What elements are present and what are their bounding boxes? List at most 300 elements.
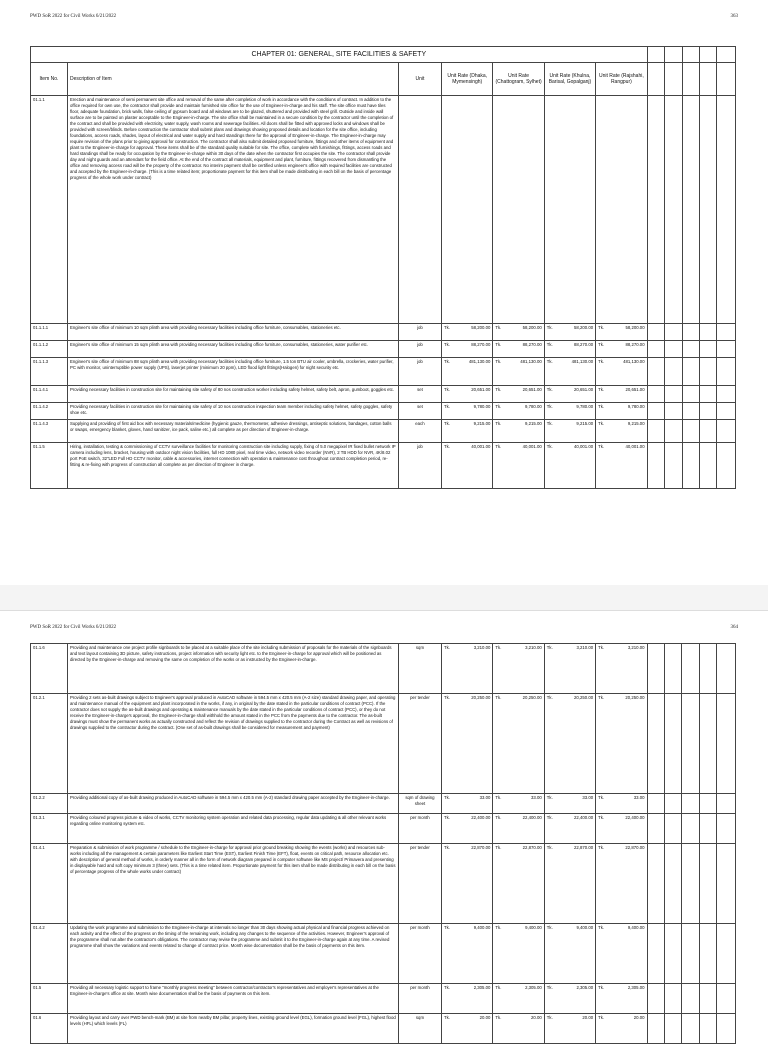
unit-rate-r4 (596, 341, 647, 358)
rate-value: 40,001.00 (522, 444, 542, 449)
unit-rate-r2 (493, 644, 544, 694)
rate-value: 20,250.00 (522, 695, 542, 700)
table-row (31, 358, 736, 386)
currency-label: Tk. (598, 845, 605, 850)
currency-label: Tk. (546, 1015, 553, 1020)
chapter-title: CHAPTER 01: GENERAL, SITE FACILITIES & SAFETY (31, 47, 648, 63)
unit-rate-r2 (493, 341, 544, 358)
currency-label: Tk. (546, 985, 553, 990)
unit-rate-r3 (544, 1014, 595, 1044)
item-unit: job (398, 443, 441, 489)
unit-rate-r3 (544, 814, 595, 844)
rate-value: 88,270.00 (471, 342, 491, 347)
unit-rate-r1 (442, 403, 493, 420)
empty-cell (700, 324, 717, 341)
rate-value: 40,001.00 (625, 444, 645, 449)
rate-value: 2,305.00 (473, 985, 491, 990)
rate-value: 481,130.00 (520, 359, 542, 364)
unit-rate-r2 (493, 358, 544, 386)
empty-cell (700, 443, 717, 489)
item-number: 01.4.1 (31, 844, 68, 924)
rate-value: 22,400.00 (471, 815, 491, 820)
empty-cell (665, 644, 682, 694)
currency-label: Tk. (546, 359, 553, 364)
currency-label: Tk. (444, 925, 451, 930)
currency-label: Tk. (546, 325, 553, 330)
header-left: PWD SoR 2022 for Civil Works 6/21/2022 (30, 625, 117, 630)
unit-rate-r3 (544, 644, 595, 694)
empty-cell (682, 924, 699, 984)
currency-label: Tk. (546, 387, 553, 392)
item-description: Updating the work programme and submission to the Engineer-in-charge at intervals no longer than 30 days showing actual physical and financial progress achieved on each activity and the effect of the progress on the timing of the remaining work, including any changes to the sequence of the activities. However, Engineer's approval of the programme shall not alter the contractor's obligations. The contractor may revise the programme and submit it to the Engineer-in-charge again at any time. A revised programme shall show the variations and events related to change of contract price. Month wise documentation shall be the basis of payments on this item. (67, 924, 398, 984)
currency-label: Tk. (495, 342, 502, 347)
currency-label: Tk. (546, 815, 553, 820)
unit-rate-r4 (596, 403, 647, 420)
empty-cell (682, 420, 699, 443)
rate-value: 9,215.00 (473, 421, 491, 426)
currency-label: Tk. (444, 387, 450, 392)
rate-value: 33.00 (633, 795, 645, 800)
unit-rate-r3 (544, 694, 595, 794)
currency-label: Tk. (598, 404, 605, 409)
unit-rate-r1 (442, 386, 493, 403)
empty-cell (717, 420, 736, 443)
empty-cell (665, 924, 682, 984)
currency-label: Tk. (495, 795, 502, 800)
item-number: 01.5 (31, 984, 68, 1014)
unit-rate-r3 (544, 443, 595, 489)
table-row (31, 386, 736, 403)
unit-rate-r4 (596, 814, 647, 844)
table-row (31, 443, 736, 489)
currency-label: Tk. (546, 695, 553, 700)
currency-label: Tk. (495, 645, 502, 650)
item-description: Providing necessary facilities in construction site for maintaining site safety of 10 nos construction inspection team member including safety helmet, safety goggles, safety shoe etc. (67, 403, 398, 420)
unit-rate-r4 (596, 694, 647, 794)
unit-rate-r2 (493, 814, 544, 844)
unit-rate-r1 (442, 341, 493, 358)
unit-rate-r3 (544, 358, 595, 386)
unit-rate-r1 (442, 924, 493, 984)
unit-rate-r1 (442, 443, 493, 489)
rate-value: 9,400.00 (525, 925, 542, 930)
item-description: Supplying and providing of first aid box with necessary materials/medicine (hygienic gauze, thermometer, adhesive dressings, antiseptic solutions, bandages, cotton balls or swaps, emergency blanket, gloves, hand sanitizer, ice pack, saline etc.) all complete as per direction of Engineer-in-charge. (67, 420, 398, 443)
rate-value: 58,200.00 (522, 325, 542, 330)
page-number: 364 (730, 625, 738, 630)
rate-value: 20,250.00 (574, 695, 594, 700)
rate-value: 3,210.00 (473, 645, 491, 650)
rate-value: 9,400.00 (576, 925, 594, 930)
empty-cell (682, 844, 699, 924)
currency-label: Tk. (598, 421, 605, 426)
table-row (31, 324, 736, 341)
unit-rate-r3 (544, 324, 595, 341)
currency-label: Tk. (495, 387, 502, 392)
empty-cell (717, 358, 736, 386)
unit-rate-r2 (493, 694, 544, 794)
unit-rate-r1 (442, 794, 493, 814)
unit-rate-r3 (544, 924, 595, 984)
currency-label: Tk. (495, 404, 502, 409)
rate-value: 20,651.00 (522, 387, 542, 392)
empty-cell (665, 794, 682, 814)
empty-cell (717, 984, 736, 1014)
unit-rate-r2 (493, 1014, 544, 1044)
unit-rate-r3 (544, 386, 595, 403)
empty-cell (647, 96, 664, 324)
empty-cell (682, 341, 699, 358)
currency-label: Tk. (495, 359, 502, 364)
empty-cell (647, 814, 664, 844)
item-number: 01.1.1 (31, 96, 68, 324)
unit-rate-r4 (596, 420, 647, 443)
empty-cell (717, 844, 736, 924)
empty-cell (682, 644, 699, 694)
empty-cell (647, 794, 664, 814)
currency-label: Tk. (444, 985, 451, 990)
table-row (31, 694, 736, 794)
unit-rate-r1 (442, 324, 493, 341)
unit-rate-r2 (493, 386, 544, 403)
item-description: Preparation & submission of work programme / schedule to the Engineer-in-charge for approval prior ground breaking showing the events (works) and resources sub-works including all the management & certain parameters like Earliest Start Time (EST), Earliest Finish Time (EFT), float, events on critical path, resource allocation etc. with description of general method of works, in orderly manner all in the form of network diagram prepared in computer software like MS project/ Primavera and presenting in displayable hard and soft copy minimum 3 (three) sets. (This is a time related item. Proportionate payment for this item shall be made distributing in each bill on the basis of percentage progress of the whole works under contract) (67, 844, 398, 924)
empty-cell (700, 420, 717, 443)
unit-rate-r1 (442, 644, 493, 694)
empty-cell (699, 984, 716, 1014)
rate-value: 88,270.00 (625, 342, 645, 347)
item-description: Providing and maintenance one project profile signboards to be placed at a suitable place of the site including submission of proposals for the materials of the signboards and text layout containing 3D picture, safety instructions, project information with security light etc. to the Engineer-in-charge for approval which will be positioned as directed by the Engineer-in-charge and removing the same on completion of the works or as instructed by the Engineer-in-charge. (67, 644, 398, 694)
currency-label: Tk. (598, 342, 605, 347)
empty-cell (717, 96, 736, 324)
currency-label: Tk. (598, 325, 605, 330)
empty-cell (699, 1014, 716, 1044)
item-unit: set (398, 386, 441, 403)
unit-rate-r2 (493, 794, 544, 814)
rate-value: 88,270.00 (522, 342, 542, 347)
unit-rate-r4 (596, 358, 647, 386)
table-row (31, 924, 736, 984)
empty-cell (665, 420, 682, 443)
empty-cell (665, 443, 682, 489)
rate-value: 22,870.00 (522, 845, 542, 850)
col-rate-rajshahi: Unit Rate (Rajshahi, Rangpur) (596, 63, 647, 96)
table-row (31, 984, 736, 1014)
rate-value: 2,305.00 (525, 985, 542, 990)
empty-cell (717, 403, 736, 420)
item-number: 01.1.6 (31, 644, 68, 694)
col-rate-chattogram: Unit Rate (Chattogram, Sylhet) (493, 63, 544, 96)
unit-rate-r3 (544, 341, 595, 358)
rate-value: 3,210.00 (627, 645, 645, 650)
item-description: Engineer's site office of minimum 10 sqm plinth area with providing necessary facilities including office furniture, consumables, stationeries etc. (67, 324, 398, 341)
item-description: Erection and maintenance of semi permanent site office and removal of the same after completion of work in accordance with the conditions of contract. In addition to the office required for own use, the contractor shall provide and maintain furnished site office for the use of Engineer-in-charge and his staff. The site office must have tiles floor, adequate foundation, brick walls, false ceiling of gypsum board and all windows are to be glazed, shuttered and provided with steel grill. Outside and inside wall surface are to be painted on plaster acceptable to the Engineer-in-charge. The site office shall be maintained in a secure condition by the contractor until the completion of the contract and shall be provided with electricity, water supply, wash rooms and sewerage facilities. All doors shall be fitted with approved locks and windows shall be provided with screen/blinds. Before construction the contractor shall submit plans and drawings showing proposed details and location for the site office, including foundations, access roads, shades, layout of electrical and water supply and hard standings there for the approval of Engineer-in-charge. The Engineer-in-charge may require revision of the plans prior to giving approval for construction. The contractor shall also submit detailed proposed furniture, fittings and other items of equipment and plant to the Engineer-in-charge for approval. These items shall be of the standard quality suitable for site. The office, complete with furnishings, fittings, access roads and hard standings shall be ready for occupation by the Engineer-in-charge within 30 days of the date when the contractor first occupies the site. The contractor shall provide day and night guards and an attendant for the field office. At the end of the contract all materials, equipment and plant, furniture, fittings recovered from dismantling the office and removing access road will be the property of the contractor. No interim payment shall be certified unless engineer's office with required facilities are constructed and accepted by the Engineer-in-charge. (This is a time related item; proportionate payment for this item shall be made distributing in each bill on the basis of percentage progress of the whole work under contract) (67, 96, 398, 324)
rate-value: 33.00 (479, 795, 491, 800)
rate-value: 9,780.00 (525, 404, 542, 409)
item-unit: sqm (398, 1014, 441, 1044)
currency-label: Tk. (546, 845, 553, 850)
currency-label: Tk. (495, 1015, 502, 1020)
item-description: Providing layout and carry over PWD bench-mark (BM) at site from nearby BM pillar, property lines, existing ground level (EGL), formation ground level (FGL), highest flood levels (HFL) which levels (FL) (67, 1014, 398, 1044)
unit-rate-r2 (493, 403, 544, 420)
empty-cell (699, 814, 716, 844)
item-unit: each (398, 420, 441, 443)
empty-cell (647, 644, 664, 694)
currency-label: Tk. (444, 404, 450, 409)
item-description: Providing all necessary logistic support to frame "monthly progress meeting" between contractor/contractor's representatives and employer's representatives at the Engineer-in-charge's office at site. Month wise documentation shall be the basis of payments on this item. (67, 984, 398, 1014)
empty-cell (665, 403, 682, 420)
item-description: Providing additional copy of as-built drawing produced in AutoCAD software in 594.5 mm x 420.5 mm (A-2) standard drawing paper accepted by the Engineer-in-charge. (67, 794, 398, 814)
empty-cell (717, 443, 736, 489)
unit-rate-r1 (442, 984, 493, 1014)
currency-label: Tk. (598, 985, 605, 990)
unit-rate-r4 (596, 443, 647, 489)
empty-cell (700, 386, 717, 403)
empty-cell (682, 814, 699, 844)
col-rate-khulna: Unit Rate (Khulna, Barisal, Gopalganj) (544, 63, 595, 96)
empty-cell (682, 984, 699, 1014)
table-row (31, 420, 736, 443)
unit-rate-r3 (544, 403, 595, 420)
empty-cell (647, 1014, 664, 1044)
empty-cell (647, 403, 664, 420)
empty-cell (665, 814, 682, 844)
empty-cell (717, 1014, 736, 1044)
unit-rate-r3 (544, 420, 595, 443)
unit-rate-r2 (493, 924, 544, 984)
currency-label: Tk. (598, 815, 605, 820)
empty-cell (647, 924, 664, 984)
col-item-no: Item No. (31, 63, 68, 96)
item-number: 01.1.5 (31, 443, 68, 489)
item-unit: job (398, 324, 441, 341)
unit-rate-r2 (493, 96, 544, 324)
table-row (31, 1014, 736, 1044)
item-unit: per month (398, 814, 441, 844)
unit-rate-r1 (442, 96, 493, 324)
item-number: 01.1.1.2 (31, 341, 68, 358)
empty-cell (700, 96, 717, 324)
currency-label: Tk. (444, 815, 451, 820)
empty-cell (665, 96, 682, 324)
rate-value: 33.00 (582, 795, 594, 800)
currency-label: Tk. (444, 645, 451, 650)
unit-rate-r3 (544, 794, 595, 814)
unit-rate-r1 (442, 844, 493, 924)
unit-rate-r2 (493, 844, 544, 924)
currency-label: Tk. (444, 342, 450, 347)
rate-value: 20,250.00 (625, 695, 645, 700)
empty-cell (647, 844, 664, 924)
currency-label: Tk. (546, 645, 553, 650)
rate-value: 20,651.00 (574, 387, 594, 392)
empty-cell (717, 324, 736, 341)
rate-value: 58,200.00 (471, 325, 491, 330)
item-number: 01.1.4.1 (31, 386, 68, 403)
currency-label: Tk. (598, 1015, 605, 1020)
empty-cell (647, 358, 664, 386)
empty-cell (682, 358, 699, 386)
unit-rate-r2 (493, 420, 544, 443)
currency-label: Tk. (598, 695, 605, 700)
table-row (31, 644, 736, 694)
currency-label: Tk. (495, 985, 502, 990)
empty-cell (700, 403, 717, 420)
empty-cell (665, 324, 682, 341)
empty-cell (682, 96, 699, 324)
unit-rate-r4 (596, 644, 647, 694)
currency-label: Tk. (444, 1015, 451, 1020)
rate-value: 9,780.00 (473, 404, 491, 409)
currency-label: Tk. (546, 404, 553, 409)
currency-label: Tk. (495, 695, 502, 700)
rate-value: 20,651.00 (471, 387, 491, 392)
empty-cell (665, 358, 682, 386)
empty-cell (682, 794, 699, 814)
rate-value: 20.00 (633, 1015, 645, 1020)
empty-cell (665, 694, 682, 794)
unit-rate-r4 (596, 844, 647, 924)
rate-value: 481,130.00 (571, 359, 594, 364)
item-description: Engineer's site office of minimum 15 sqm plinth area with providing necessary facilities including office furniture, consumables, stationeries, water purifier etc. (67, 341, 398, 358)
unit-rate-r1 (442, 358, 493, 386)
currency-label: Tk. (598, 359, 605, 364)
unit-rate-r1 (442, 814, 493, 844)
currency-label: Tk. (546, 795, 553, 800)
rate-value: 33.00 (531, 795, 542, 800)
rate-value: 20.00 (582, 1015, 594, 1020)
currency-label: Tk. (495, 845, 502, 850)
currency-label: Tk. (495, 421, 502, 426)
unit-rate-r4 (596, 96, 647, 324)
currency-label: Tk. (598, 645, 605, 650)
empty-cell (699, 844, 716, 924)
rate-value: 20.00 (531, 1015, 542, 1020)
table-row (31, 96, 736, 324)
rate-table (30, 46, 736, 489)
unit-rate-r3 (544, 984, 595, 1014)
empty-cell (647, 420, 664, 443)
item-number: 01.1.4.2 (31, 403, 68, 420)
item-unit: per tender (398, 844, 441, 924)
rate-value: 9,780.00 (627, 404, 645, 409)
item-description: Engineer's site office of minimum 88 sqm plinth area with providing necessary facilities including office furniture, 1.5 ton BTU air cooler, umbrella, crockeries, water purifier, PC with monitor, uninterruptible power supply (UPS), laserjet printer (minimum 20 ppm), LED flood light fittings(Halogen) for night security etc. (67, 358, 398, 386)
empty-cell (665, 984, 682, 1014)
empty-cell (717, 644, 736, 694)
item-unit: per month (398, 924, 441, 984)
empty-cell (682, 386, 699, 403)
page-gap (0, 585, 768, 610)
empty-cell (665, 341, 682, 358)
empty-cell (682, 324, 699, 341)
empty-cell (717, 814, 736, 844)
col-unit: Unit (398, 63, 441, 96)
page-number: 363 (730, 14, 738, 19)
unit-rate-r1 (442, 420, 493, 443)
unit-rate-r1 (442, 1014, 493, 1044)
rate-value: 3,210.00 (525, 645, 542, 650)
empty-cell (647, 386, 664, 403)
empty-cell (665, 386, 682, 403)
rate-value: 2,305.00 (576, 985, 594, 990)
item-number: 01.2.2 (31, 794, 68, 814)
rate-value: 9,215.00 (576, 421, 594, 426)
currency-label: Tk. (546, 444, 553, 449)
rate-value: 3,210.00 (576, 645, 594, 650)
empty-cell (699, 644, 716, 694)
rate-value: 2,305.00 (627, 985, 645, 990)
item-number: 01.2.1 (31, 694, 68, 794)
unit-rate-r2 (493, 324, 544, 341)
item-description: Providing necessary facilities in construction site for maintaining site safety of 80 nos construction worker including safety helmet, safety belt, apron, gumboot, goggles etc. (67, 386, 398, 403)
item-number: 01.3.1 (31, 814, 68, 844)
rate-value: 481,130.00 (468, 359, 491, 364)
currency-label: Tk. (495, 325, 502, 330)
item-unit: job (398, 358, 441, 386)
header-left: PWD SoR 2022 for Civil Works 6/21/2022 (30, 14, 117, 19)
col-rate-dhaka: Unit Rate (Dhaka, Mymensingh) (442, 63, 493, 96)
currency-label: Tk. (444, 695, 451, 700)
currency-label: Tk. (444, 325, 450, 330)
rate-value: 9,780.00 (576, 404, 594, 409)
item-number: 01.6 (31, 1014, 68, 1044)
item-number: 01.4.2 (31, 924, 68, 984)
rate-value: 88,270.00 (574, 342, 594, 347)
unit-rate-r4 (596, 324, 647, 341)
unit-rate-r1 (442, 694, 493, 794)
rate-value: 9,215.00 (525, 421, 542, 426)
rate-value: 22,400.00 (625, 815, 645, 820)
currency-label: Tk. (444, 795, 451, 800)
currency-label: Tk. (444, 444, 450, 449)
rate-value: 20,651.00 (625, 387, 645, 392)
rate-value: 481,130.00 (623, 359, 645, 364)
item-number: 01.1.1.1 (31, 324, 68, 341)
rate-value: 22,400.00 (522, 815, 542, 820)
rate-value: 9,400.00 (627, 925, 645, 930)
currency-label: Tk. (598, 925, 605, 930)
unit-rate-r3 (544, 844, 595, 924)
unit-rate-r4 (596, 1014, 647, 1044)
rate-value: 9,215.00 (627, 421, 645, 426)
table-row (31, 794, 736, 814)
item-number: 01.1.4.3 (31, 420, 68, 443)
item-description: Providing coloured progress picture & video of works, CCTV monitoring system operation and related data processing, regular data updating & all other relevant works regarding online monitoring system etc. (67, 814, 398, 844)
unit-rate-r2 (493, 984, 544, 1014)
empty-cell (647, 324, 664, 341)
currency-label: Tk. (495, 444, 502, 449)
currency-label: Tk. (598, 795, 605, 800)
unit-rate-r3 (544, 96, 595, 324)
unit-rate-r4 (596, 794, 647, 814)
rate-value: 40,001.00 (574, 444, 594, 449)
empty-cell (665, 1014, 682, 1044)
page-364 (0, 610, 768, 1025)
item-unit: per tender (398, 694, 441, 794)
empty-cell (682, 403, 699, 420)
table-row (31, 403, 736, 420)
col-description: Description of Item (67, 63, 398, 96)
empty-cell (647, 694, 664, 794)
rate-value: 20,250.00 (471, 695, 491, 700)
currency-label: Tk. (546, 925, 553, 930)
rate-value: 58,200.00 (574, 325, 594, 330)
empty-cell (699, 694, 716, 794)
currency-label: Tk. (598, 387, 605, 392)
rate-value: 58,200.00 (625, 325, 645, 330)
empty-cell (717, 694, 736, 794)
empty-cell (717, 794, 736, 814)
item-unit: set (398, 403, 441, 420)
rate-value: 40,001.00 (471, 444, 491, 449)
